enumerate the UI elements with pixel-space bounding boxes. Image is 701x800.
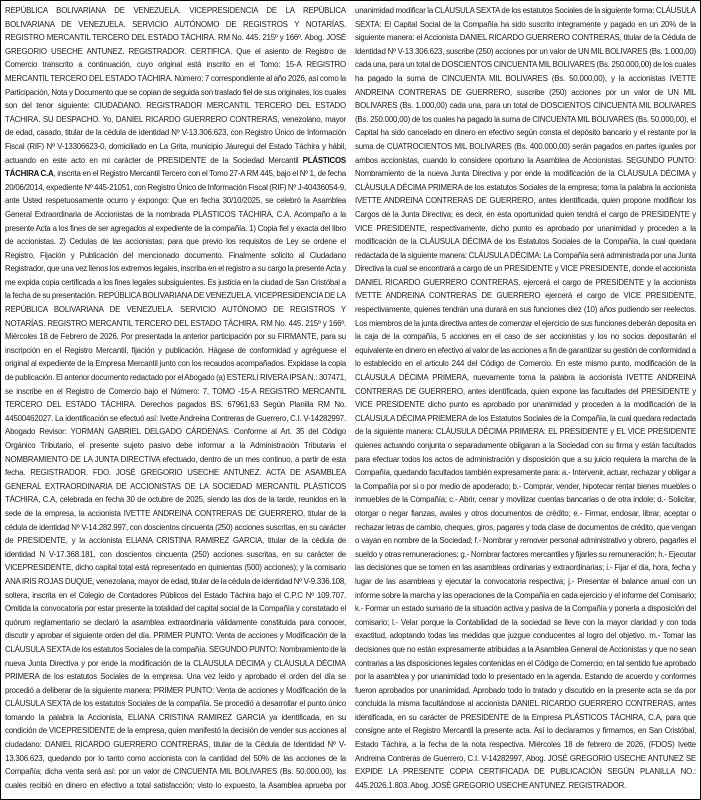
text-segment: REPÚBLICA BOLIVARIANA DE VENEZUELA. VICEPRESIDENCIA DE LA REPÚBLICA BOLIVARIANA DE VENEZUELA. SERVICIO AUTÓNOMO DE REGISTROS Y NOTARÍAS. REGISTRO MERCANTIL TERCERO DEL ESTADO TÁCHIRA. RM No. 445. 215º y 166º. Abog. JOSÉ GREGORIO USECHE ANTUNEZ. REGISTRADOR. CERTIFICA. Que el asiento de Registro de Comercio transcrito a continuación, cuyo original está inscrito en el Tomo: 15-A REGISTRO MERCANTIL TERCERO DEL ESTADO TÁCHIRA. Número: 7 correspondiente al año 2026, así como la Participación, Nota y Documento que se copian de seguida son traslado fiel de sus originales, los cuales son del tenor siguiente: CIUDADANO. REGISTRADOR MERCANTIL TERCERO DEL ESTADO TÁCHIRA. SU DESPACHO. Yo, DANIEL RICARDO GUERRERO CONTRERAS, venezolano, mayor de edad, casado, titular de la cédula de identidad Nº V-13.306.623, con Registro Único de Información Fiscal (RIF) Nº V-13306623-0, domiciliado en La Grita, municipio Jáuregui del Estado Táchira y hábil, actuando en este acto en mi carácter de PRESIDENTE de la Sociedad Mercantil — [5, 6, 346, 165]
company-name-bold: PLÁSTICOS TÁCHIRA C.A — [5, 155, 346, 179]
document-text — [5, 4, 696, 797]
text-segment: , inscrita en el Registro Mercantil Tercero con el Tomo 27-A RM 445, bajo el Nº 1, de fecha 20/06/2014, expediente Nº 445-21051, con Registro Único de Información Fiscal (RIF) Nº J-40436054-9, ante Usted respetuosamente ocurro y expongo: Que en fecha 30/10/2025, se celebró la Asamblea General Extraordinaria de Accionistas de la nombrada PLÁSTICOS TÁCHIRA, C.A. Acompaño a la presente Acta a los fines de ser agregados al expediente de la compañía. 1) Copia fiel y exacta del libro de accionistas. 2) Cedulas de las accionistas; para que previo los requisitos de Ley se ordene el Registro, Fijación y Publicación del mencionado documento. Finalmente solicito al Ciudadano Registrador, que una vez llenos los extremos legales, inscriba en el registro a su cargo la presente Acta y me expida copia certificada a los fines legales subsiguientes. Es justicia en la ciudad de San Cristóbal a la fecha de su presentación. REPÚBLICA BOLIVARIANA DE VENEZUELA. VICEPRESIDENCIA DE LA REPÚBLICA BOLIVARIANA DE VENEZUELA. SERVICIO AUTÓNOMO DE REGISTROS Y NOTARÍAS. REGISTRO MERCANTIL TERCERO DEL ESTADO TÁCHIRA. RM No. 445. 215º y 166º. Miércoles 18 de Febrero de 2026. Por presentada la anterior participación por su FIRMANTE, para su inscripción en el Registro Mercantil, fijación y publicación. Hágase de conformidad y agréguese el original al expediente de la Empresa Mercantil junto con los recaudos acompañados. Expidase la copia de publicación. El anterior documento redactado por el Abogado (a) ESTERLI RIVERA IPSA N.: 307471, se inscribe en el Registro de Comercio bajo el Número: 7, TOMO -15-A REGISTRO MERCANTIL TERCERO DEL ESTADO TÁCHIRA. Derechos pagados BS. 67961,63 Según Planilla RM No. 44500462027. La identificación se efectuó así: Ivette Andreina Contreras de Guerrero, C.I. V-14282997. Abogado Revisor: YORMAN GABRIEL DELGADO CÁRDENAS. Conforme al Art. 35 del Código Orgánico Tributario, el presente sujeto pasivo debe informar a la Administración Tributaria el NOMBRAMIENTO DE LA JUNTA DIRECTIVA efectuado, dentro de un mes continuo, a partir de esta fecha. REGISTRADOR. FDO. JOSÉ GREGORIO USECHE ANTUNEZ. ACTA DE ASAMBLEA GENERAL EXTRAORDINARIA DE ACCIONISTAS DE LA SOCIEDAD MERCANTIL PLÁSTICOS TÁCHIRA, C.A, celebrada en fecha 30 de octubre de 2025, siendo las dos de la tarde, reunidos en la sede de la empresa, la accionista IVETTE ANDREINA CONTRERAS DE GUERRERO, titular de la cédula de identidad Nº V-14.282.997, con doscientos cincuenta (250) acciones suscritas, en su carácter de PRESIDENTE, y la accionista ELIANA CRISTINA RAMIREZ GARCIA, titular de la cédula de identidad N V-17.368.181, con doscientos cincuenta (250) acciones suscritas, en su carácter de VICEPRESIDENTE, dicho capital total está representado en quinientas (500) acciones); y la comisario ANA IRIS ROJAS DUQUE, venezolana, mayor de edad, titular de la cédula de identidad Nº V-9.336.108, soltera, inscrita en el Colegio de Contadores Públicos del Estado Táchira bajo el C.P.C Nº 109.707. Omitida la convocatoria por estar presente la totalidad del capital social de la Compañía y constatado el quórum reglamentario se declaró la asamblea extraordinaria válidamente constituida para conocer, discutir y aprobar el siguiente orden del día. PRIMER PUNTO: Venta de acciones y Modificación de la CLÁUSULA SEXTA de los estatutos Sociales de la compañía. SEGUNDO PUNTO: Nombramiento de la nueva Junta Directiva y por ende la modificación de la CLÁUSULA DÉCIMA y CLÁUSULA DÉCIMA PRIMERA de los estatutos Sociales de la empresa. Una vez leido y aprobado el orden del día se procedió a deliberar de la siguiente manera: PRIMER PUNTO: Venta de acciones y Modificación de la CLÁUSULA SEXTA de los estatutos Sociales de la compañía. Se procedió a desarrollar el punto único tomando la palabra la Accionista, ELIANA CRISTINA RAMIREZ GARCIA ya identificada, en su condición de VICEPRESIDENTE de la empresa, quien manifestó la decisión de vender sus acciones al ciudadano: DANIEL RICARDO GUERRERO CONTRERAS, titular de la Cédula de Identidad Nº V-13.306.623, quedando por lo tanto como accionista con la cantidad del 50% de las acciones de la Compañía; dicha venta será así: por un valor de CINCUENTA MIL BOLIVARES (Bs. 50.000,00), los cuales recibió en dinero en efectivo a total satisfacción; visto lo expuesto, la Asamblea aprueba por unanimidad modificar la CLÁUSULA SEXTA de los estatutos Sociales de la siguiente forma: CLÁUSULA SEXTA: El Capital Social de la Compañía ha sido suscrito integramente y pagado en un 20% de la siguiente manera: el Accionista DANIEL RICARDO GUERRERO CONTRERAS, titular de la Cédula de Identidad Nº V-13.306.623, suscribe (250) acciones por un valor de UN MIL BOLIVARES (Bs. 1.000,00) cada una, para un total de DOSCIENTOS CINCUENTA MIL BOLIVARES (Bs. 250.000,00) de los cuales ha pagado la suma de CINCUENTA MIL BOLIVARES (Bs. 50.000,00), y la accionistas IVETTE ANDREINA CONTRERAS DE GUERRERO, suscribe (250) acciones por un valor de UN MIL BOLIVARES (Bs. 1.000,00) cada una, para un total de DOSCIENTOS CINCUENTA MIL BOLIVARES (Bs. 250.000,00) de los cuales ha pagado la suma de CINCUENTA MIL BOLIVARES (Bs. 50.000,00), el Capital ha sido cancelado en dinero en efectivo según consta el depósito bancario y el restante por la suma de CUATROCIENTOS MIL BOLIVARES (Bs. 400.000,00) serán pagados en partes iguales por ambos accionistas, cuando lo considere oportuno la Asamblea de Accionistas. SEGUNDO PUNTO: Nombramiento de la nueva Junta Directiva y por ende la modificación de la CLÁUSULA DÉCIMA y CLÁUSULA DÉCIMA PRIMERA de los estatutos Sociales de la empresa; toma la palabra la accionista IVETTE ANDREINA CONTRERAS DE GUERRERO, antes identificada, quien propone modificar los Cargos de la Junta Directiva; es decir, en esta oportunidad quien tendrá el cargo de PRESIDENTE y VICE PRESIDENTE, respectivamente, dicho punto es aprobado por unanimidad y proceden a la modificación de la CLÁUSULA DÉCIMA de los Estatutos Sociales de la Compañía, la cual quedara redactada de la siguiente manera: CLÁUSULA DÉCIMA: La Compañía será administrada por una Junta Directiva la cual se encontrará a cargo de un PRESIDENTE y VICE PRESIDENTE, donde el accionista DANIEL RICARDO GUERRERO CONTRERAS, ejercerá el cargo de PRESIDENTE y la accionista IVETTE ANDREINA CONTRERAS DE GUERRERO ejercerá el cargo de VICE PRESIDENTE, respectivamente, quienes tendrán una durará en sus funciones diez (10) años pudiendo ser reelectos. Los miembros de la junta directiva antes de comenzar el ejercicio de sus funciones deberán deposita en la caja de la compañía, 5 acciones en el caso de ser accionistas y los no socios depositarán el equivalente en dinero en efectivo al valor de las acciones a fin de garantizar su gestión de conformidad a lo establecido en el articulo 244 del Código de Comercio. En este mismo punto, modificación de la CLÁUSULA DÉCIMA PRIMERA, nuevamente toma la palabra la accionista IVETTE ANDREINA CONTRERAS DE GUERRERO, antes identificada, quien expone las facultades del PRESIDENTE y VICE PRESIDENTE dicho punto es aprobado por unanimidad y proceden a la modificación de la CLÁUSULA DÉCIMA PRIEMERA de los Estatutos Sociales de la Compañía, la cual quedara redactada de la siguiente manera: CLÁUSULA DÉCIMA PRIMERA: EL PRESIDENTE y EL VICE PRESIDENTE quienes actuando conjunta o separadamente obligaran a la Sociedad con su firma y están facultados para efectuar todos los actos de administración y disposición que a su juicio requiera la marcha de la Compañía, quedando facultados también expresamente para: a.- Intervenir, actuar, rechazar y obligar a la Compañía por si o por medio de apoderado; b.- Comprar, vender, hipotecar rentar bienes muebles o inmuebles de la Compañía; c.- Abrir, cerrar y movilizar cuentas bancarias o de otra indole; d.- Solicitar, otorgar o negar fianzas, avales y otros documentos de crédito; e.- Firmar, endosar, librar, aceptar o rechazar letras de cambio, cheques, giros, pagares y toda clase de documentos de crédito, que vengan o vayan en nombre de la Sociedad; f.- Nombrar y remover personal administrativo y obrero, pagarles el sueldo y otras remuneraciones; g.- Nombrar factores mercantiles y fijarles su remuneración; h.- Ejecutar las decisiones que se tomen en las asambleas ordinarias y extraordinarias; i.- Fijar el dia, hora, fecha y lugar de las asambleas y ejecutar la convocatoria respectiva; j.- Presentar el balance anual con un informe sobre la marcha y las operaciones de la Compañía en cada ejercicio y el informe del Comisario; k.- Formar un estado sumario de la situación activa y pasiva de la Compañía y ponerla a disposición del comisario; l.- Velar porque la Contabilidad de la sociedad se lleve con la mayor claridad y con toda exactitud, adoptando todas las medidas que juzgue conducentes al logro del objetivo. m.- Tomar las decisiones que no están expresamente atribuidas a la Asamblea General de Accionistas y que no sean contrarias a las disposiciones legales contenidas en el Código de Comercio; en tal sentido fue aprobado por la asamblea y por unanimidad todo lo presentado en la agenda. Estando de acuerdo y conformes fueron aprobados por unanimidad. Aprobado todo lo tratado y discutido en la presente acta se da por concluida la misma facultándose al accionista DANIEL RICARDO GUERRERO CONTRERAS, antes identificada, en su carácter de PRESIDENTE de la Empresa PLÁSTICOS TÁCHIRA, C.A, para que consigne ante el Registro Mercantil la presente acta. Así lo declaramos y firmamos, en San Cristóbal, Estado Táchira, a la fecha de la nota respectiva. Miércoles 18 de febrero de 2026, (FDOS) Ivette Andreina Contreras de Guerrero, C.I. V-14282997, Abog. JOSÉ GREGORIO USECHE ANTUNEZ SE EXPIDE LA PRESENTE COPIA CERTIFICADA DE PUBLICACIÓN SEGÚN PLANILLA NO.: 445.2026.1.803. Abog. JOSÉ GREGORIO USECHE ANTUNEZ. REGISTRADOR. — [5, 6, 696, 790]
